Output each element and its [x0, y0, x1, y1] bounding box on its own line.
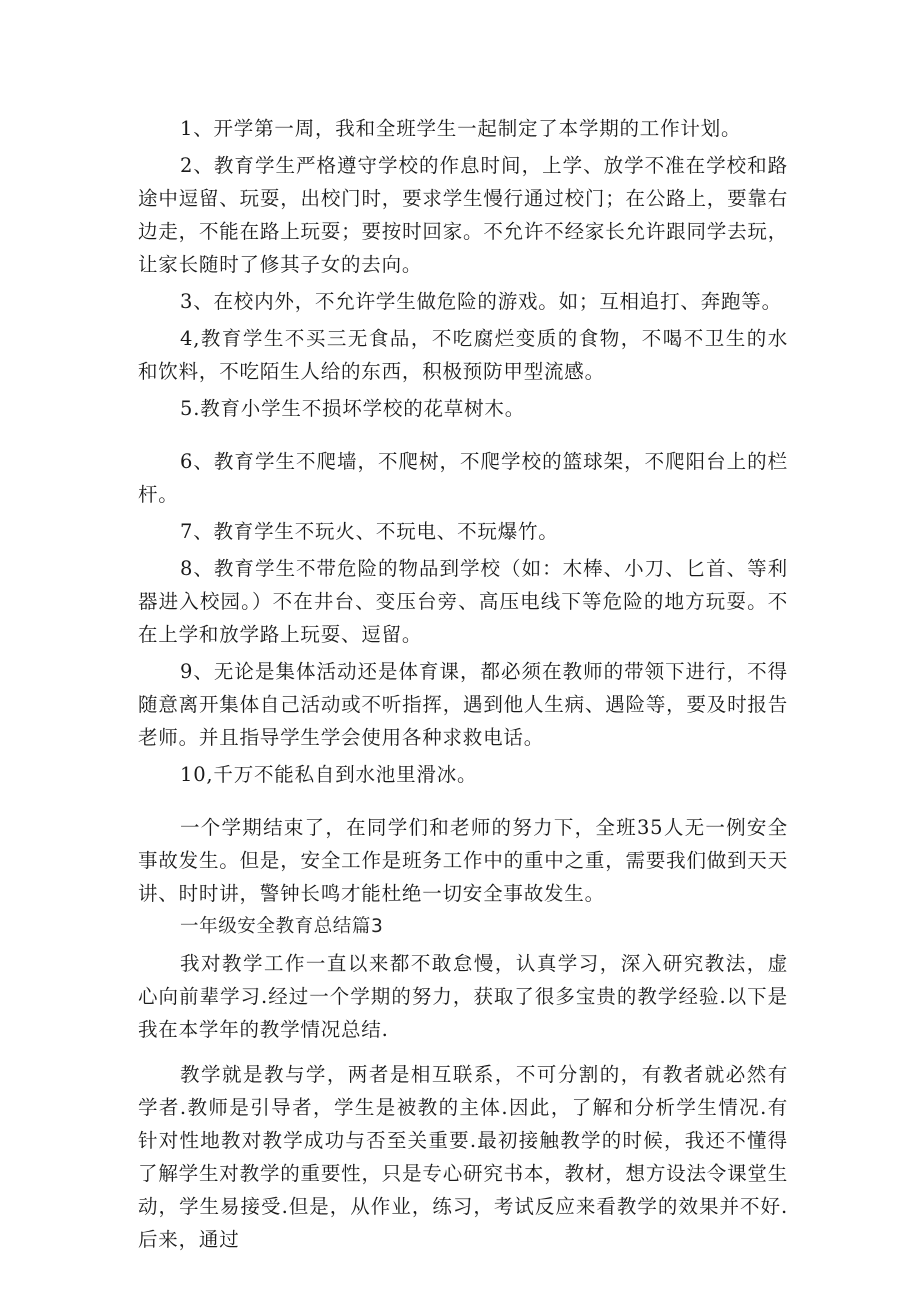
list-item-3: 3、在校内外，不允许学生做危险的游戏。如；互相追打、奔跑等。 — [180, 290, 782, 313]
list-item-2: 2、教育学生严格遵守学校的作息时间，上学、放学不准在学校和路途中逗留、玩耍，出校门时，要求学生慢行通过校门；在公路上，要靠右边走，不能在路上玩耍；要按时回家。不允许不经家长允许跟同学去玩，让家长随时了修其子女的去向。 — [138, 154, 788, 276]
list-item-4: 4,教育学生不买三无食品，不吃腐烂变质的食物，不喝不卫生的水和饮料，不吃陌生人给的东西，积极预防甲型流感。 — [138, 327, 788, 383]
section-paragraph-1: 我对教学工作一直以来都不敢怠慢，认真学习，深入研究教法，虚心向前辈学习.经过一个学期的努力，获取了很多宝贵的教学经验.以下是我在本学年的教学情况总结. — [138, 952, 788, 1041]
list-item-9: 9、无论是集体活动还是体育课，都必须在教师的带领下进行，不得随意离开集体自己活动或不听指挥，遇到他人生病、遇险等，要及时报告老师。并且指导学生学会使用各种求救电话。 — [138, 660, 788, 749]
list-item-6: 6、教育学生不爬墙，不爬树，不爬学校的篮球架，不爬阳台上的栏杆。 — [138, 450, 788, 506]
list-item-7: 7、教育学生不玩火、不玩电、不玩爆竹。 — [180, 520, 559, 543]
document-page — [138, 112, 788, 1256]
list-item-8: 8、教育学生不带危险的物品到学校（如：木棒、小刀、匕首、等利器进入校园。）不在井台、变压台旁、高压电线下等危险的地方玩耍。不在上学和放学路上玩耍、逗留。 — [138, 557, 788, 646]
list-item-1: 1、开学第一周，我和全班学生一起制定了本学期的工作计划。 — [180, 117, 742, 140]
summary-paragraph: 一个学期结束了，在同学们和老师的努力下，全班35人无一例安全事故发生。但是，安全工作是班务工作中的重中之重，需要我们做到天天讲、时时讲，警钟长鸣才能杜绝一切安全事故发生。 — [138, 816, 788, 905]
section-title: 一年级安全教育总结篇3 — [180, 916, 384, 937]
section-paragraph-2: 教学就是教与学，两者是相互联系，不可分割的，有教者就必然有学者.教师是引导者，学生是被教的主体.因此，了解和分析学生情况.有针对性地教对教学成功与否至关重要.最初接触教学的时候，我还不懂得了解学生对教学的重要性，只是专心研究书本，教材，想方设法令课堂生动，学生易接受.但是，从作业，练习，考试反应来看教学的效果并不好.后来，通过 — [138, 1063, 788, 1251]
list-item-10: 10,千万不能私自到水池里滑冰。 — [180, 763, 478, 786]
list-item-5: 5.教育小学生不损坏学校的花草树木。 — [180, 397, 526, 420]
